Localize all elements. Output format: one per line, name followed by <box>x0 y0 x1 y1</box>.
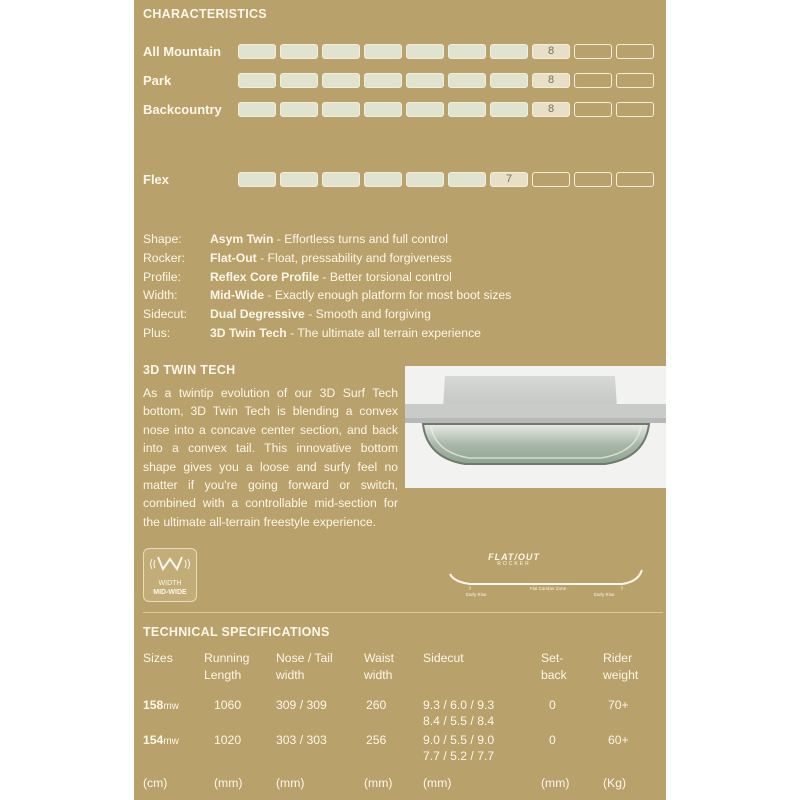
rating-segment <box>322 44 360 59</box>
flatout-sub: ROCKER <box>497 561 531 567</box>
table-cell-weight: 70+ <box>608 698 629 712</box>
spec-rocker: Rocker: Flat-Out - Float, pressability and forgiveness <box>143 251 452 265</box>
table-cell-nose-tail: 309 / 309 <box>276 698 327 712</box>
rating-bar-flex <box>238 172 654 187</box>
flatout-rocker-diagram <box>448 548 644 603</box>
col-header-nose-tail-width: Nose / Tail width <box>276 651 333 682</box>
rating-segment <box>490 73 528 88</box>
rating-bar-backcountry <box>238 102 654 117</box>
table-row-size: 158mw <box>143 698 179 712</box>
twin-tech-heading: 3D TWIN TECH <box>143 363 236 377</box>
rating-segment <box>616 73 654 88</box>
rating-value-segment: 8 <box>532 102 570 117</box>
rating-segment <box>616 44 654 59</box>
rating-segment <box>406 73 444 88</box>
unit-sizes: (cm) <box>143 776 168 790</box>
rating-value-segment: 8 <box>532 44 570 59</box>
rating-segment <box>364 44 402 59</box>
table-cell-nose-tail: 303 / 303 <box>276 733 327 747</box>
rating-segment <box>364 73 402 88</box>
unit-sidecut: (mm) <box>423 776 452 790</box>
rating-segment <box>238 44 276 59</box>
rating-segment <box>532 172 570 187</box>
rating-segment <box>490 102 528 117</box>
col-header-rider-weight: Rider weight <box>603 651 639 682</box>
rating-segment <box>238 172 276 187</box>
table-cell-sidecut: 9.0 / 5.5 / 9.0 <box>423 733 495 747</box>
divider <box>143 612 663 613</box>
rating-segment <box>238 102 276 117</box>
rating-segment <box>448 44 486 59</box>
unit-setback: (mm) <box>541 776 570 790</box>
unit-nose-tail: (mm) <box>276 776 305 790</box>
table-cell-setback: 0 <box>549 733 556 747</box>
table-cell-sidecut: 9.3 / 6.0 / 9.3 <box>423 698 495 712</box>
rating-segment <box>280 102 318 117</box>
spec-panel <box>134 0 666 800</box>
unit-rider-weight: (Kg) <box>603 776 627 790</box>
table-row-size: 154mw <box>143 733 179 747</box>
rating-segment <box>574 102 612 117</box>
col-header-waist-width: Waist width <box>364 651 395 682</box>
rating-segment <box>322 102 360 117</box>
spec-width: Width: Mid-Wide - Exactly enough platform for most boot sizes <box>143 288 512 302</box>
spec-profile: Profile: Reflex Core Profile - Better torsional control <box>143 270 452 284</box>
table-cell-setback: 0 <box>549 698 556 712</box>
rating-segment <box>448 73 486 88</box>
board-crosssection-image <box>405 366 666 488</box>
rating-segment <box>280 73 318 88</box>
rating-segment <box>280 172 318 187</box>
table-cell-waist: 260 <box>366 698 387 712</box>
flatout-left-label: Early Rise <box>466 592 487 597</box>
spec-shape: Shape: Asym Twin - Effortless turns and full control <box>143 232 448 246</box>
table-cell-sidecut-2: 8.4 / 5.5 / 8.4 <box>423 714 495 728</box>
col-header-running-length: Running Length <box>204 651 250 682</box>
rating-segment <box>364 102 402 117</box>
width-badge-title: WIDTH <box>158 580 182 587</box>
rating-segment <box>616 102 654 117</box>
rating-segment <box>574 172 612 187</box>
rating-segment <box>448 102 486 117</box>
rating-label-backcountry: Backcountry <box>143 102 222 117</box>
rating-segment <box>280 44 318 59</box>
rating-segment <box>364 172 402 187</box>
flatout-center-label: Flat Camber Zone <box>529 586 567 591</box>
rating-segment <box>616 172 654 187</box>
table-cell-waist: 256 <box>366 733 387 747</box>
characteristics-heading: CHARACTERISTICS <box>143 7 267 21</box>
spec-sidecut: Sidecut: Dual Degressive - Smooth and forgiving <box>143 307 431 321</box>
rating-value-segment: 7 <box>490 172 528 187</box>
unit-running-length: (mm) <box>214 776 243 790</box>
table-cell-weight: 60+ <box>608 733 629 747</box>
table-cell-length: 1020 <box>214 733 242 747</box>
rating-segment <box>490 44 528 59</box>
rating-segment <box>322 73 360 88</box>
width-icon <box>144 551 196 579</box>
rating-segment <box>574 73 612 88</box>
tech-specs-heading: TECHNICAL SPECIFICATIONS <box>143 625 330 639</box>
table-cell-length: 1060 <box>214 698 242 712</box>
rating-label-all-mountain: All Mountain <box>143 44 221 59</box>
rating-label-flex: Flex <box>143 172 170 187</box>
flatout-right-label: Early Rise <box>594 592 615 597</box>
twin-tech-description: As a twintip evolution of our 3D Surf Tech bottom, 3D Twin Tech is blending a convex nose into a concave center section, and back into a convex tail. This innovative bottom shape gives you a loose and surfy feel no matter if you're going forward or switch, combined with a controllable mid-section for the ultimate all-terrain freestyle experience. <box>143 386 398 529</box>
rating-bar-park <box>238 73 654 88</box>
width-badge <box>143 548 197 602</box>
rating-bar-all-mountain <box>238 44 654 59</box>
spec-plus: Plus: 3D Twin Tech - The ultimate all terrain experience <box>143 326 481 340</box>
rating-segment <box>322 172 360 187</box>
col-header-sidecut: Sidecut <box>423 651 464 665</box>
col-header-sizes: Sizes <box>143 651 173 665</box>
rating-segment <box>574 44 612 59</box>
unit-waist: (mm) <box>364 776 393 790</box>
col-header-setback: Set-back <box>541 651 567 682</box>
rating-segment <box>406 172 444 187</box>
rating-value-segment: 8 <box>532 73 570 88</box>
flatout-logo: FLAT/OUT <box>488 552 540 562</box>
width-badge-value: MID-WIDE <box>153 589 187 596</box>
rating-segment <box>448 172 486 187</box>
rating-segment <box>406 44 444 59</box>
rating-segment <box>406 102 444 117</box>
rating-segment <box>238 73 276 88</box>
table-cell-sidecut-2: 7.7 / 5.2 / 7.7 <box>423 749 495 763</box>
rating-label-park: Park <box>143 73 172 88</box>
